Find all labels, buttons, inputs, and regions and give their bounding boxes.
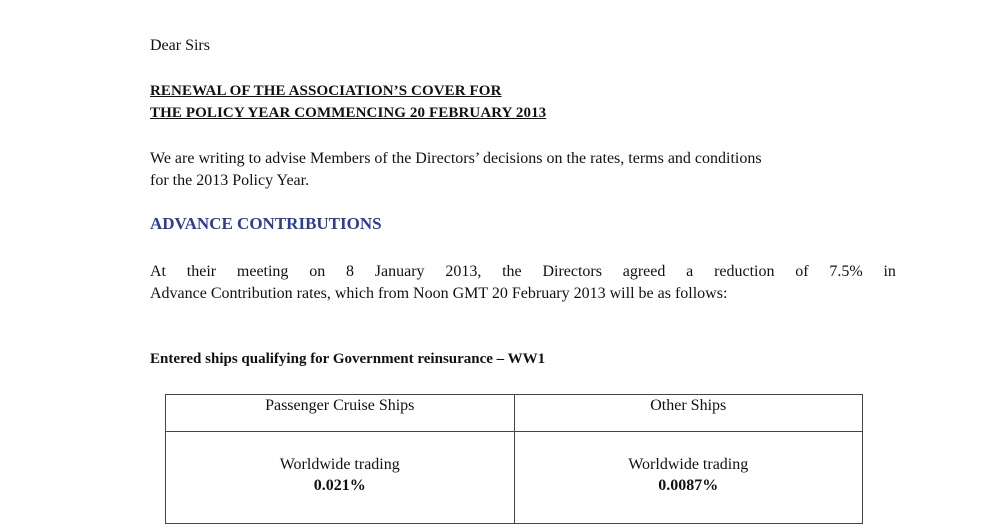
salutation: Dear Sirs — [150, 37, 210, 54]
body-word: Directors — [542, 263, 602, 280]
intro-paragraph-line-1: We are writing to advise Members of the Directors’ decisions on the rates, terms and conditions — [150, 150, 762, 167]
column-header: Other Ships — [514, 395, 863, 432]
body-word: the — [502, 263, 522, 280]
rate-value: 0.0087% — [658, 477, 719, 494]
subject-line-2: THE POLICY YEAR COMMENCING 20 FEBRUARY 2013 — [150, 105, 547, 121]
body-word: reduction — [714, 263, 775, 280]
table-cell — [166, 432, 515, 524]
body-word: of — [795, 263, 809, 280]
body-word: on — [309, 263, 326, 280]
body-paragraph-line-1 — [150, 261, 896, 283]
column-header: Passenger Cruise Ships — [166, 395, 515, 432]
table-row — [166, 432, 863, 524]
table-cell — [514, 432, 863, 524]
body-word: meeting — [236, 263, 289, 280]
body-word: 7.5% — [829, 263, 863, 280]
body-paragraph-line-2: Advance Contribution rates, which from Noon GMT 20 February 2013 will be as follows: — [150, 285, 728, 302]
body-word: January — [374, 263, 425, 280]
body-word: in — [883, 263, 896, 280]
body-word: 8 — [346, 263, 354, 280]
intro-paragraph-line-2: for the 2013 Policy Year. — [150, 172, 310, 189]
trading-label: Worldwide trading — [628, 456, 749, 473]
body-word: agreed — [622, 263, 666, 280]
rate-value: 0.021% — [313, 477, 366, 494]
body-word: At — [150, 263, 166, 280]
table-header-row — [166, 395, 863, 432]
trading-label: Worldwide trading — [279, 456, 400, 473]
rates-table — [165, 394, 863, 524]
subject-line-1: RENEWAL OF THE ASSOCIATION’S COVER FOR — [150, 83, 502, 99]
table-heading: Entered ships qualifying for Government reinsurance – WW1 — [150, 351, 546, 367]
body-word: 2013, — [445, 263, 482, 280]
section-heading: ADVANCE CONTRIBUTIONS — [150, 214, 382, 233]
body-word: their — [186, 263, 217, 280]
body-word: a — [686, 263, 694, 280]
